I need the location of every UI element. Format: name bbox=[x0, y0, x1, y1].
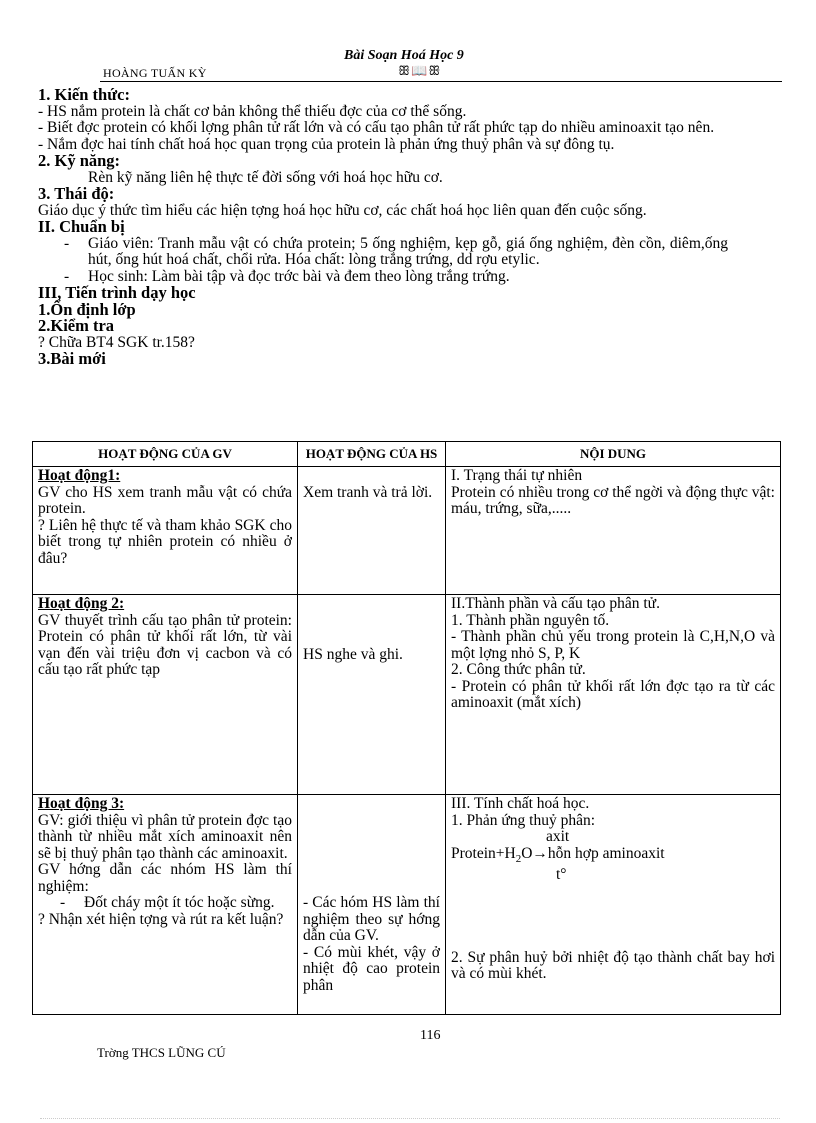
activity-title: Hoạt động1: bbox=[38, 467, 121, 484]
teacher-activity-cell: Hoạt động 3: GV: giới thiệu vì phân tử protein đợc tạo thành từ nhiều mắt xích aminoaxit nên sẽ bị thuỷ phân tạo thành các aminoaxit. GV hớng dẫn các nhóm HS làm thí nghiệm: - Đốt cháy một ít tóc hoặc sừng. ? Nhận xét hiện tợng và rút ra kết luận? bbox=[33, 795, 298, 1015]
column-header: HOẠT ĐỘNG CỦA GV bbox=[33, 442, 298, 467]
section-heading-skills: 2. Kỹ năng: bbox=[38, 151, 121, 170]
page-bottom-border bbox=[40, 1118, 780, 1119]
reaction-arrow-icon: → bbox=[532, 844, 548, 862]
content-cell: I. Trạng thái tự nhiên Protein có nhiều trong cơ thể ngời và động thực vật: máu, trứng, sữa,..... bbox=[446, 467, 781, 595]
activity-table bbox=[32, 441, 781, 1015]
reaction-condition: axit bbox=[546, 828, 570, 845]
column-header: NỘI DUNG bbox=[446, 442, 781, 467]
reaction-condition: t° bbox=[556, 866, 567, 884]
section-heading-attitude: 3. Thái độ: bbox=[38, 184, 115, 203]
activity-title: Hoạt động 2: bbox=[38, 595, 125, 612]
page-number: 116 bbox=[420, 1028, 441, 1043]
activity-title: Hoạt động 3: bbox=[38, 795, 125, 812]
table-row bbox=[33, 795, 781, 1015]
knowledge-line: - Nắm đợc hai tính chất hoá học quan trọng của protein là phản ứng thuỷ phân và sự đông tụ. bbox=[38, 135, 615, 153]
student-activity-cell: - Các hóm HS làm thí nghiệm theo sự hớng dẫn của GV. - Có mùi khét, vậy ở nhiệt độ cao protein phân bbox=[298, 795, 446, 1015]
content-cell: III. Tính chất hoá học. 1. Phản ứng thuỷ phân: axit $Protein+H_2O\to hỗn$ hợp aminoaxit t° 2. Sự phân huỷ bởi nhiệt độ tạo thành chất bay hơi và có mùi khét. bbox=[446, 795, 781, 1015]
teacher-activity-cell: Hoạt động 2: GV thuyết trình cấu tạo phân tử protein: Protein có phân tử khối rất lớn, từ vài vạn đến vài triệu đơn vị cacbon và có cấu tạo rất phức tạp bbox=[33, 595, 298, 795]
table-row bbox=[33, 595, 781, 795]
document-title: Bài Soạn Hoá Học 9 bbox=[344, 48, 464, 63]
attitude-line: Giáo dục ý thức tìm hiểu các hiện tợng hoá học hữu cơ, các chất hoá học liên quan đến cuộc sống. bbox=[38, 201, 647, 219]
preparation-item: - Học sinh: Làm bài tập và đọc trớc bài và đem theo lòng trắng trứng. bbox=[64, 267, 510, 285]
teacher-activity-cell: Hoạt động1: GV cho HS xem tranh mẫu vật có chứa protein. ? Liên hệ thực tế và tham khảo SGK cho biết trong tự nhiên protein có nhiều ở đâu? bbox=[33, 467, 298, 595]
lesson-objectives bbox=[38, 87, 728, 368]
author-name: HOÀNG TUẤN KỲ bbox=[103, 66, 207, 80]
content-cell: II.Thành phần và cấu tạo phân tử. 1. Thành phần nguyên tố. - Thành phần chủ yếu trong protein là C,H,N,O và một lợng nhỏ S, P, K 2. Công thức phân tử. - Protein có phân tử khối rất lớn đợc tạo ra từ các aminoaxit (mắt xích) bbox=[446, 595, 781, 795]
skills-line: Rèn kỹ năng liên hệ thực tế đời sống với hoá học hữu cơ. bbox=[88, 168, 443, 186]
table-header-row bbox=[33, 442, 781, 467]
check-question: ? Chữa BT4 SGK tr.158? bbox=[38, 333, 195, 351]
column-header: HOẠT ĐỘNG CỦA HS bbox=[298, 442, 446, 467]
title-ornament: ꕥ📖ꕥ bbox=[398, 63, 442, 78]
header-divider bbox=[100, 81, 782, 82]
knowledge-line: - HS nắm protein là chất cơ bản không thể thiếu đợc của cơ thể sống. bbox=[38, 102, 467, 120]
sub-heading-new-lesson: 3.Bài mới bbox=[38, 349, 106, 368]
student-activity-cell: Xem tranh và trả lời. bbox=[298, 467, 446, 595]
sub-heading-check: 2.Kiểm tra bbox=[38, 316, 115, 335]
section-heading-procedure: III, Tiến trình dạy học bbox=[38, 283, 196, 302]
student-activity-cell: HS nghe và ghi. bbox=[298, 595, 446, 795]
table-row bbox=[33, 467, 781, 595]
section-heading-preparation: II. Chuẩn bị bbox=[38, 217, 125, 236]
section-heading-knowledge: 1. Kiến thức: bbox=[38, 85, 130, 104]
knowledge-line: - Biết đợc protein có khối lợng phân tử rất lớn và có cấu tạo phân tử rất phức tạp do nhiều aminoaxit tạo nên. bbox=[38, 119, 715, 136]
school-name: Trờng THCS LŨNG CÚ bbox=[97, 1045, 226, 1060]
hydrolysis-equation: $Protein+H_2O\to hỗn$ hợp aminoaxit bbox=[451, 844, 665, 865]
sub-heading-class-order: 1.Ổn định lớp bbox=[38, 299, 136, 319]
preparation-item: - Giáo viên: Tranh mẫu vật có chứa protein; 5 ống nghiệm, kẹp gỗ, giá ống nghiệm, đèn cồn, diêm,ống hút, ống hút hoá chất, chổi rửa. Hóa chất: lòng trắng trứng, dd rợu etylic. bbox=[64, 234, 728, 268]
